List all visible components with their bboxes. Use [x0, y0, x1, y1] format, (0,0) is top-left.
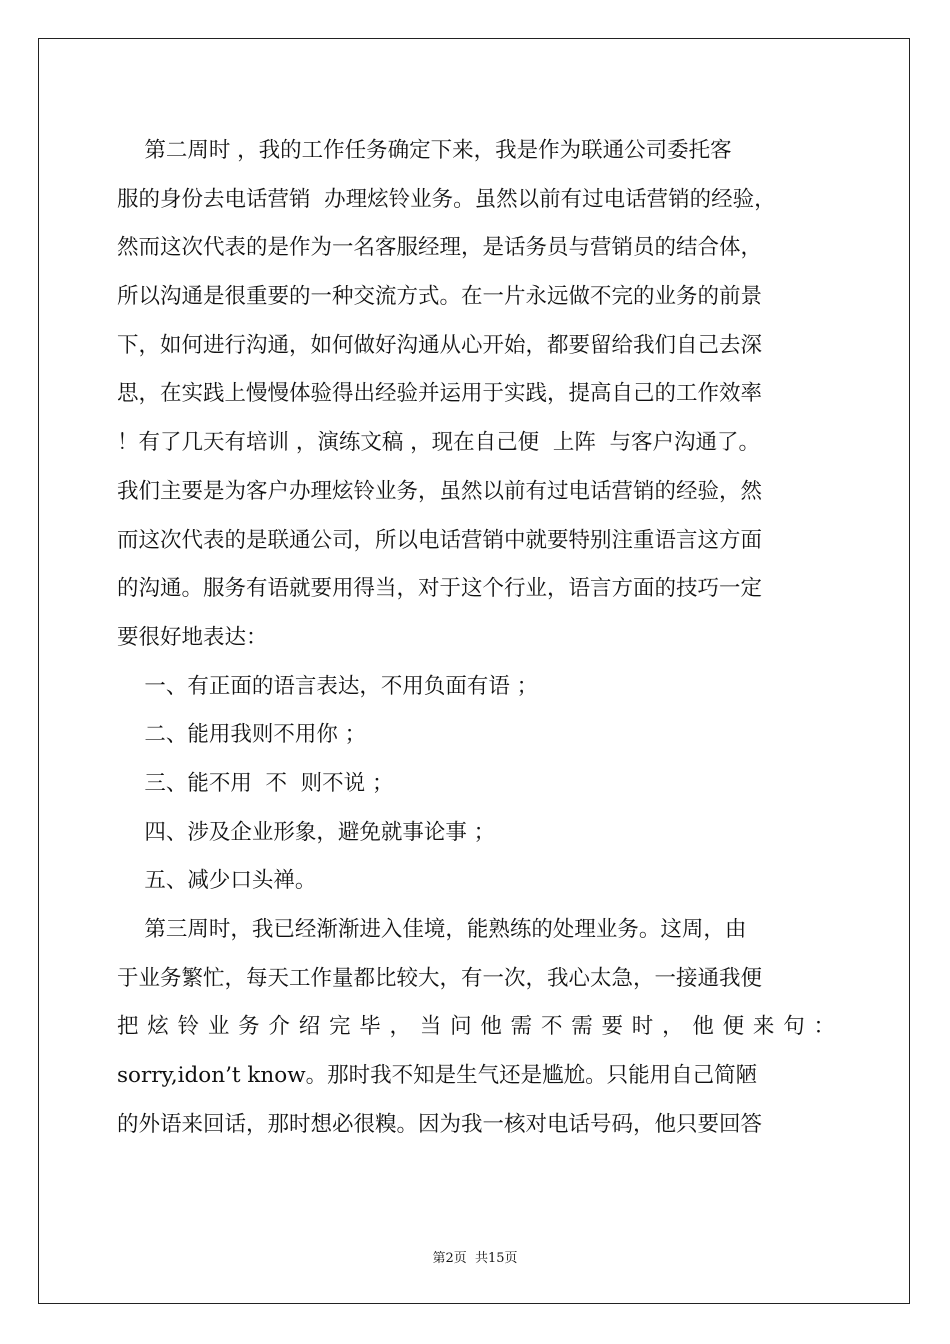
- text-line-4: 所以沟通是很重要的一种交流方式。在一片永远做不完的业务的前景: [117, 284, 763, 310]
- text-line-7: ！有了几天有培训 ，演练文稿 ，现在自己便 上阵 与客户沟通了。: [117, 430, 761, 456]
- text-line-5: 下，如何进行沟通，如何做好沟通从心开始，都要留给我们自己去深: [117, 332, 763, 358]
- list-item-3: 三、能不用 不 则不说 ；: [117, 770, 394, 796]
- text-line-10: 的沟通。服务有语就要用得当，对于这个行业，语言方面的技巧一定: [117, 576, 763, 602]
- list-item-4: 四、涉及企业形象，避免就事论事 ；: [117, 819, 496, 845]
- text-line-2: 服的身份去电话营销 办理炫铃业务。虽然以前有过电话营销的经验，: [117, 186, 776, 212]
- text-line-3: 然而这次代表的是作为一名客服经理，是话务员与营销员的结合体，: [117, 235, 763, 261]
- text-line-20: sorry,idon’t know。那时我不知是生气还是尴尬。只能用自己简陋: [117, 1063, 758, 1089]
- text-line-19: 把 炫 铃 业 务 介 绍 完 毕 ， 当 问 他 需 不 需 要 时 ， 他 便 来 句 ：: [117, 1014, 835, 1040]
- page-number-footer: 第2页 共15页: [432, 1251, 518, 1266]
- text-line-1: 第二周时 ，我的工作任务确定下来，我是作为联通公司委托客: [117, 138, 732, 163]
- list-item-5: 五、减少口头禅。: [117, 868, 317, 894]
- text-line-17: 第三周时，我已经渐渐进入佳境，能熟练的处理业务。这周，由: [117, 917, 747, 942]
- list-item-1: 一、有正面的语言表达，不用负面有语 ；: [117, 673, 539, 699]
- text-line-9: 而这次代表的是联通公司，所以电话营销中就要特别注重语言这方面: [117, 527, 763, 553]
- list-item-2: 二、能用我则不用你 ；: [117, 722, 367, 748]
- text-line-8: 我们主要是为客户办理炫铃业务，虽然以前有过电话营销的经验，然: [117, 478, 763, 504]
- text-line-6: 思，在实践上慢慢体验得出经验并运用于实践，提高自己的工作效率: [117, 381, 763, 407]
- text-line-18: 于业务繁忙，每天工作量都比较大，有一次，我心太急，一接通我便: [117, 965, 763, 991]
- document-body: [117, 127, 835, 1149]
- text-line-11: 要很好地表达：: [117, 624, 268, 650]
- text-line-21: 的外语来回话，那时想必很糗。因为我一核对电话号码，他只要回答: [117, 1111, 763, 1137]
